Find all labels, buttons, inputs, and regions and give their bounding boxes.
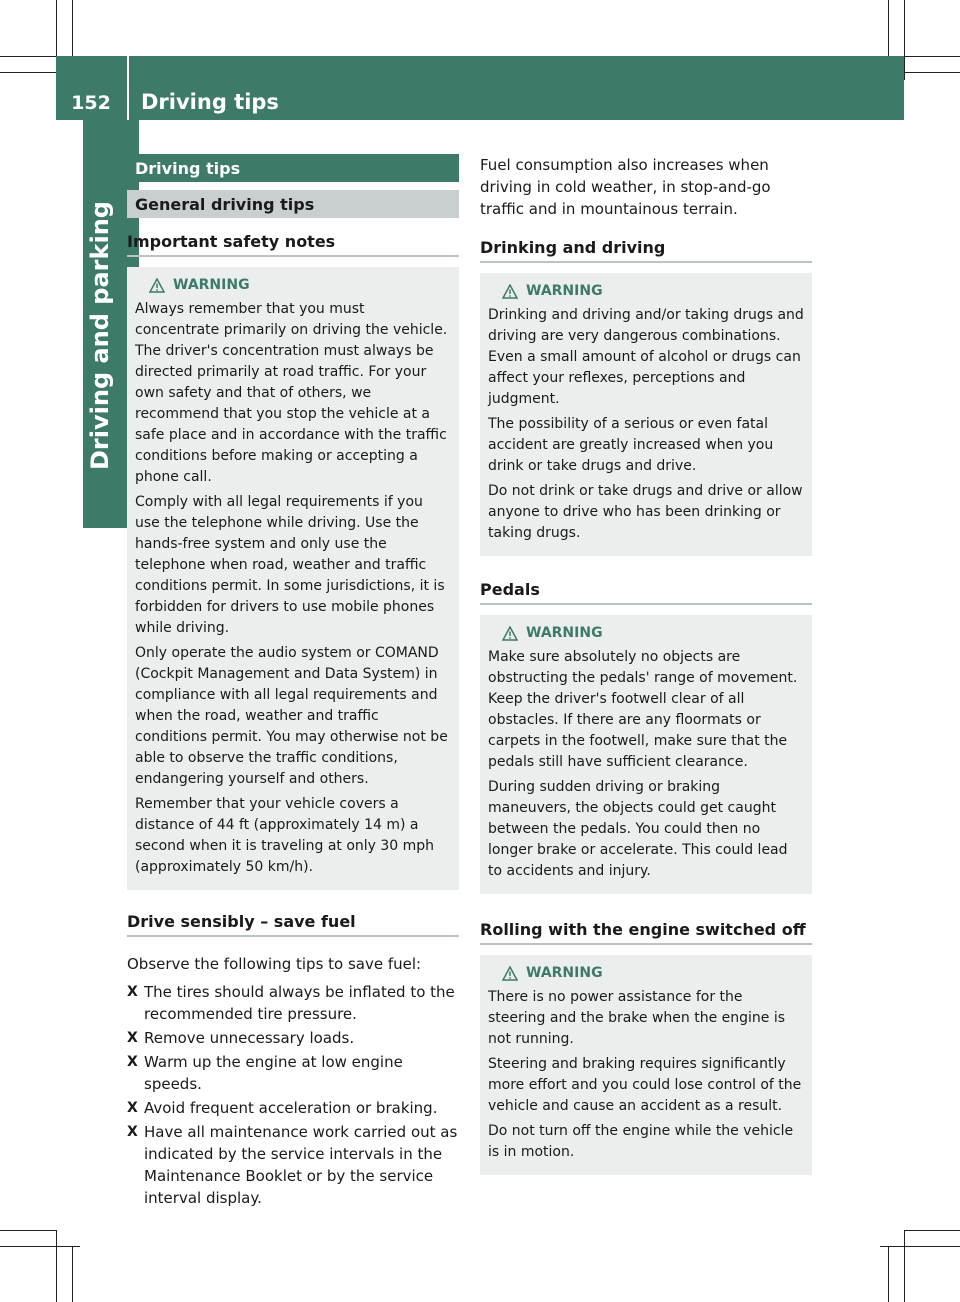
section-band: General driving tips	[127, 190, 459, 218]
warning-paragraph: Always remember that you must concentrate primarily on driving the vehicle. The driver's concentration must always be directed primarily at road traffic. For your own safety and that of others, we recommend that you stop the vehicle at a safe place and in accordance with the traffic conditions before making or accepting a phone call.	[135, 301, 448, 485]
crop-mark	[904, 72, 960, 73]
list-item: X The tires should always be inflated to the recommended tire pressure.	[127, 983, 455, 1023]
warning-triangle-icon	[502, 626, 518, 641]
crop-mark	[880, 1246, 960, 1247]
crop-mark	[904, 1230, 960, 1231]
x-bullet-icon: X	[127, 1124, 138, 1140]
list-item: X Avoid frequent acceleration or braking.	[127, 1099, 438, 1117]
warning-paragraph: Comply with all legal requirements if you use the telephone while driving. Use the hands-free system and only use the telephone when road, weather and traffic conditions permit. In some jurisdictions, it is forbidden for drivers to use mobile phones while driving.	[135, 494, 445, 636]
x-bullet-icon: X	[127, 1054, 138, 1070]
x-bullet-icon: X	[127, 1030, 138, 1046]
pedals-heading: Pedals	[480, 580, 812, 605]
rolling-heading: Rolling with the engine switched off	[480, 920, 812, 945]
fuel-heading: Drive sensibly – save fuel	[127, 912, 459, 937]
warning-paragraph: Make sure absolutely no objects are obstructing the pedals' range of movement. Keep the driver's footwell clear of all obstacles. If there are any floormats or carpets in the footwell, make sure that the pedals still have sufficient clearance.	[488, 649, 798, 770]
warning-triangle-icon	[149, 278, 165, 293]
warning-paragraph: Drinking and driving and/or taking drugs and driving are very dangerous combinations. Even a small amount of alcohol or drugs can affect your reflexes, perceptions and judgment.	[488, 307, 804, 407]
pedals-warning-box	[480, 615, 812, 894]
fuel-intro: Observe the following tips to save fuel:	[127, 955, 422, 973]
warning-paragraph: Only operate the audio system or COMAND (Cockpit Management and Data System) in compliance with all legal requirements and when the road, weather and traffic conditions permit. You may otherwise not be able to observe the traffic conditions, endangering yourself and others.	[135, 645, 448, 787]
right-column	[480, 154, 812, 1175]
warning-paragraph: Remember that your vehicle covers a distance of 44 ft (approximately 14 m) a second when it is traveling at only 30 mph (approximately 50 km/h).	[135, 796, 435, 875]
safety-heading: Important safety notes	[127, 232, 459, 257]
list-item: X Have all maintenance work carried out as indicated by the service intervals in the Maintenance Booklet or by the service interval display.	[127, 1123, 458, 1207]
warning-paragraph: Steering and braking requires significantly more effort and you could lose control of the vehicle and cause an accident as a result.	[488, 1056, 802, 1114]
crop-mark	[904, 0, 905, 80]
header-divider	[127, 56, 129, 120]
crop-mark	[0, 72, 56, 73]
crop-mark	[888, 1246, 889, 1302]
x-bullet-icon: X	[127, 1100, 138, 1116]
warning-paragraph: The possibility of a serious or even fatal accident are greatly increased when you drink or take drugs and drive.	[488, 416, 774, 474]
warning-triangle-icon	[502, 966, 518, 981]
warning-label: WARNING	[526, 283, 603, 299]
safety-warning-box	[127, 267, 459, 890]
warning-paragraph: Do not drink or take drugs and drive or allow anyone to drive who has been drinking or taking drugs.	[488, 483, 803, 541]
warning-triangle-icon	[502, 284, 518, 299]
warning-label: WARNING	[526, 965, 603, 981]
warning-paragraph: Do not turn off the engine while the vehicle is in motion.	[488, 1123, 794, 1160]
left-column	[127, 154, 459, 1211]
crop-mark	[56, 1230, 57, 1302]
page-title: Driving tips	[141, 90, 279, 114]
fuel-continuation: Fuel consumption also increases when driving in cold weather, in stop-and-go traffic and in mountainous terrain.	[480, 156, 771, 218]
chapter-side-label: Driving and parking	[86, 201, 114, 470]
warning-paragraph: During sudden driving or braking maneuvers, the objects could get caught between the pedals. You could then no longer brake or accelerate. This could lead to accidents and injury.	[488, 779, 788, 879]
crop-mark	[72, 1246, 73, 1302]
crop-mark	[888, 0, 889, 56]
warning-label: WARNING	[526, 625, 603, 641]
list-item: X Remove unnecessary loads.	[127, 1029, 355, 1047]
page-number: 152	[71, 92, 111, 114]
drinking-warning-box	[480, 273, 812, 556]
list-item: X Warm up the engine at low engine speeds.	[127, 1053, 403, 1093]
drinking-heading: Drinking and driving	[480, 238, 812, 263]
crop-mark	[904, 1230, 905, 1302]
warning-label: WARNING	[173, 277, 250, 293]
crop-mark	[0, 1246, 80, 1247]
warning-paragraph: There is no power assistance for the steering and the brake when the engine is not running.	[488, 989, 786, 1047]
chapter-band: Driving tips	[127, 154, 459, 182]
x-bullet-icon: X	[127, 984, 138, 1000]
fuel-tips-list	[127, 981, 459, 1209]
crop-mark	[0, 1230, 56, 1231]
rolling-warning-box	[480, 955, 812, 1175]
crop-mark	[72, 0, 73, 56]
